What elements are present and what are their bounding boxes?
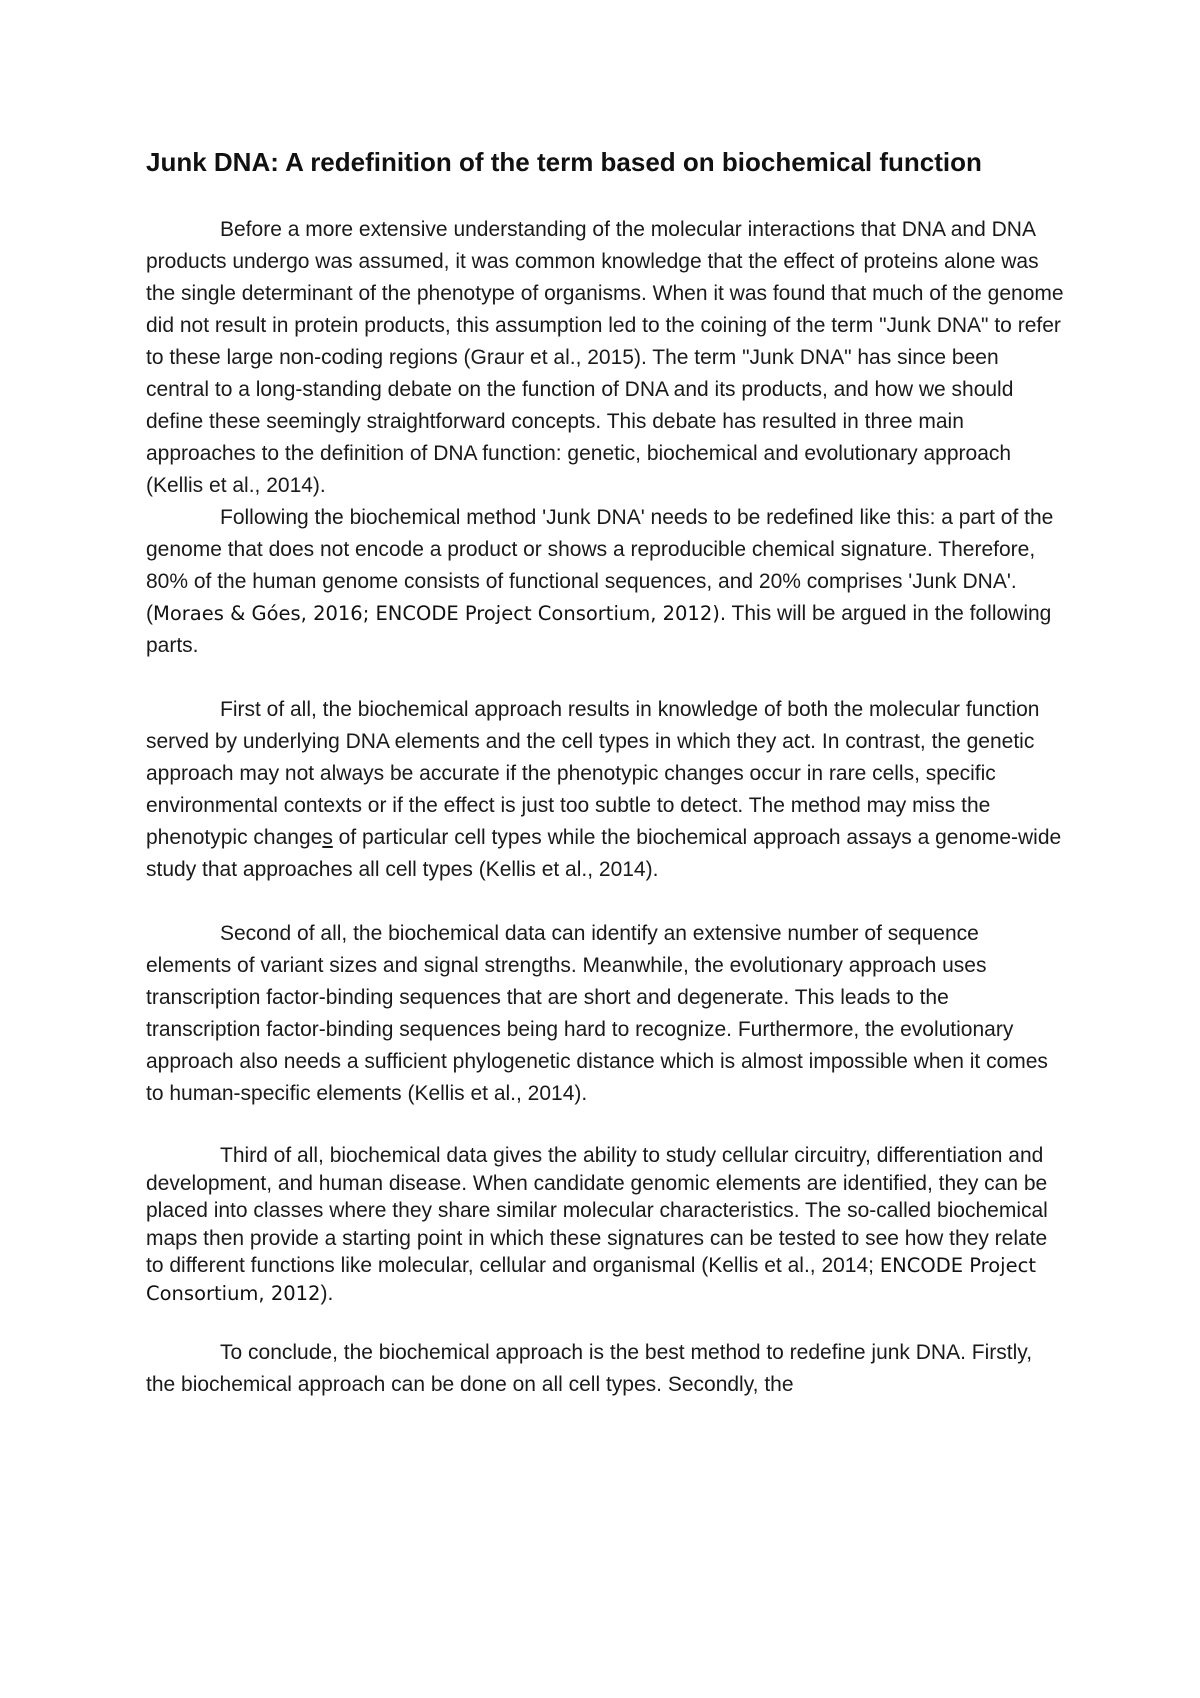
- first-underlined-letter: s: [322, 826, 333, 849]
- second-text: Second of all, the biochemical data can identify an extensive number of sequence elements of variant sizes and signal strengths. Meanwhile, the evolutionary approach uses transcription factor-binding sequences that are short and degenerate. This leads to the transcription factor-binding sequences being hard to recognize. Furthermore, the evolutionary approach also needs a sufficient phylogenetic distance which is almost impossible when it comes to human-specific elements (Kellis et al., 2014).: [146, 922, 1048, 1105]
- third-argument-paragraph: [146, 1142, 1066, 1307]
- third-citation: ENCODE Project Consortium, 2012: [146, 1254, 1036, 1305]
- definition-citation: Moraes & Góes, 2016; ENCODE Project Consortium, 2012).: [153, 602, 727, 625]
- intro-text: Before a more extensive understanding of the molecular interactions that DNA and DNA products undergo was assumed, it was common knowledge that the effect of proteins alone was the single determinant of the phenotype of organisms. When it was found that much of the genome did not result in protein products, this assumption led to the coining of the term "Junk DNA" to refer to these large non-coding regions (Graur et al., 2015). The term "Junk DNA" has since been central to a long-standing debate on the function of DNA and its products, and how we should define these seemingly straightforward concepts. This debate has resulted in three main approaches to the definition of DNA function: genetic, biochemical and evolutionary approach (Kellis et al., 2014).: [146, 218, 1064, 497]
- first-text-before: First of all, the biochemical approach results in knowledge of both the molecular function served by underlying DNA elements and the cell types in which they act. In contrast, the genetic approach may not always be accurate if the phenotypic changes occur in rare cells, specific environmental contexts or if the effect is just too subtle to detect. The method may miss the phenotypic change: [146, 698, 1040, 849]
- definition-text-after: This will be argued in the following parts.: [146, 602, 1052, 657]
- first-argument-paragraph: [146, 694, 1066, 886]
- definition-paragraph: [146, 502, 1066, 662]
- intro-paragraph: [146, 214, 1066, 502]
- first-text-after: of particular cell types while the biochemical approach assays a genome-wide study that approaches all cell types (Kellis et al., 2014).: [146, 826, 1062, 881]
- conclusion-text: To conclude, the biochemical approach is the best method to redefine junk DNA. Firstly, the biochemical approach can be done on all cell types. Secondly, the: [146, 1341, 1033, 1396]
- document-body: [146, 144, 1066, 1401]
- second-argument-paragraph: [146, 918, 1066, 1110]
- third-text-before: Third of all, biochemical data gives the ability to study cellular circuitry, differentiation and development, and human disease. When candidate genomic elements are identified, they can be placed into classes where they share similar molecular characteristics. The so-called biochemical maps then provide a starting point in which these signatures can be tested to see how they relate to different functions like molecular, cellular and organismal (Kellis et al., 2014;: [146, 1144, 1048, 1277]
- third-text-after: ).: [320, 1281, 334, 1305]
- document-title: Junk DNA: A redefinition of the term based on biochemical function: [146, 147, 982, 177]
- conclusion-paragraph: [146, 1337, 1066, 1401]
- definition-text-before: Following the biochemical method 'Junk DNA' needs to be redefined like this: a part of the genome that does not encode a product or shows a reproducible chemical signature. Therefore, 80% of the human genome consists of functional sequences, and 20% comprises 'Junk DNA'. (: [146, 506, 1054, 625]
